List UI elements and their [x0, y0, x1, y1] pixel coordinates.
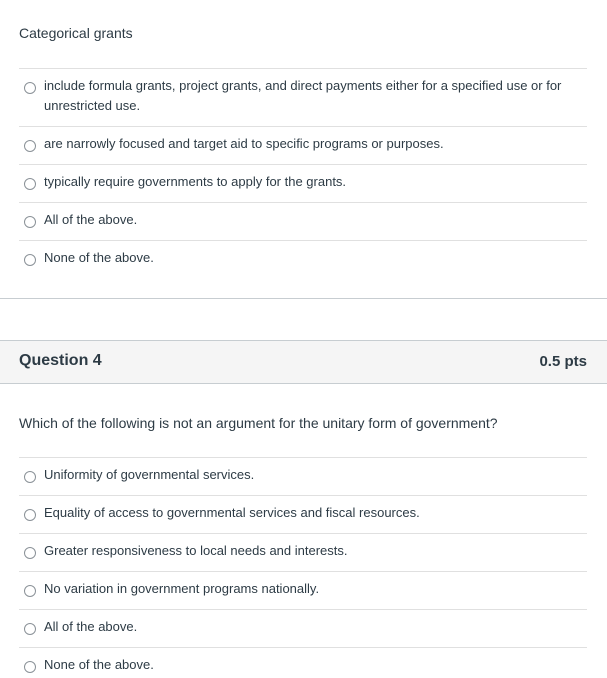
- question-4-header: [0, 340, 607, 384]
- answer-option[interactable]: [19, 202, 587, 240]
- answer-label: None of the above.: [44, 250, 154, 265]
- answer-label: No variation in government programs nationally.: [44, 581, 320, 596]
- radio-button[interactable]: [24, 140, 36, 152]
- radio-button[interactable]: [24, 254, 36, 266]
- radio-button[interactable]: [24, 585, 36, 597]
- radio-button[interactable]: [24, 178, 36, 190]
- radio-button[interactable]: [24, 623, 36, 635]
- answer-option[interactable]: [19, 495, 587, 533]
- question-3-text: Categorical grants: [19, 25, 133, 41]
- question-3-answers: [19, 68, 587, 278]
- radio-button[interactable]: [24, 471, 36, 483]
- answer-label: All of the above.: [44, 212, 138, 227]
- answer-option[interactable]: [19, 126, 587, 164]
- answer-option[interactable]: [19, 609, 587, 647]
- answer-option[interactable]: [19, 457, 587, 495]
- question-4-answers: [19, 457, 587, 677]
- radio-button[interactable]: [24, 547, 36, 559]
- radio-button[interactable]: [24, 509, 36, 521]
- question-title: Question 4: [19, 352, 102, 369]
- answer-label: Equality of access to governmental services and fiscal resources.: [44, 505, 420, 520]
- answer-label: include formula grants, project grants, and direct payments either for a specified use or for unrestricted use.: [44, 78, 562, 113]
- answer-option[interactable]: [19, 647, 587, 677]
- answer-label: Uniformity of governmental services.: [44, 467, 255, 482]
- answer-option[interactable]: [19, 571, 587, 609]
- radio-button[interactable]: [24, 661, 36, 673]
- answer-option[interactable]: [19, 533, 587, 571]
- answer-label: All of the above.: [44, 619, 138, 634]
- answer-label: Greater responsiveness to local needs and interests.: [44, 543, 348, 558]
- answer-option[interactable]: [19, 68, 587, 126]
- answer-label: typically require governments to apply for the grants.: [44, 174, 347, 189]
- answer-option[interactable]: [19, 240, 587, 278]
- radio-button[interactable]: [24, 82, 36, 94]
- question-4-text: Which of the following is not an argument for the unitary form of government?: [19, 415, 498, 431]
- answer-label: are narrowly focused and target aid to specific programs or purposes.: [44, 136, 444, 151]
- question-divider: [0, 298, 607, 299]
- answer-option[interactable]: [19, 164, 587, 202]
- radio-button[interactable]: [24, 216, 36, 228]
- question-points: 0.5 pts: [539, 353, 587, 370]
- answer-label: None of the above.: [44, 657, 154, 672]
